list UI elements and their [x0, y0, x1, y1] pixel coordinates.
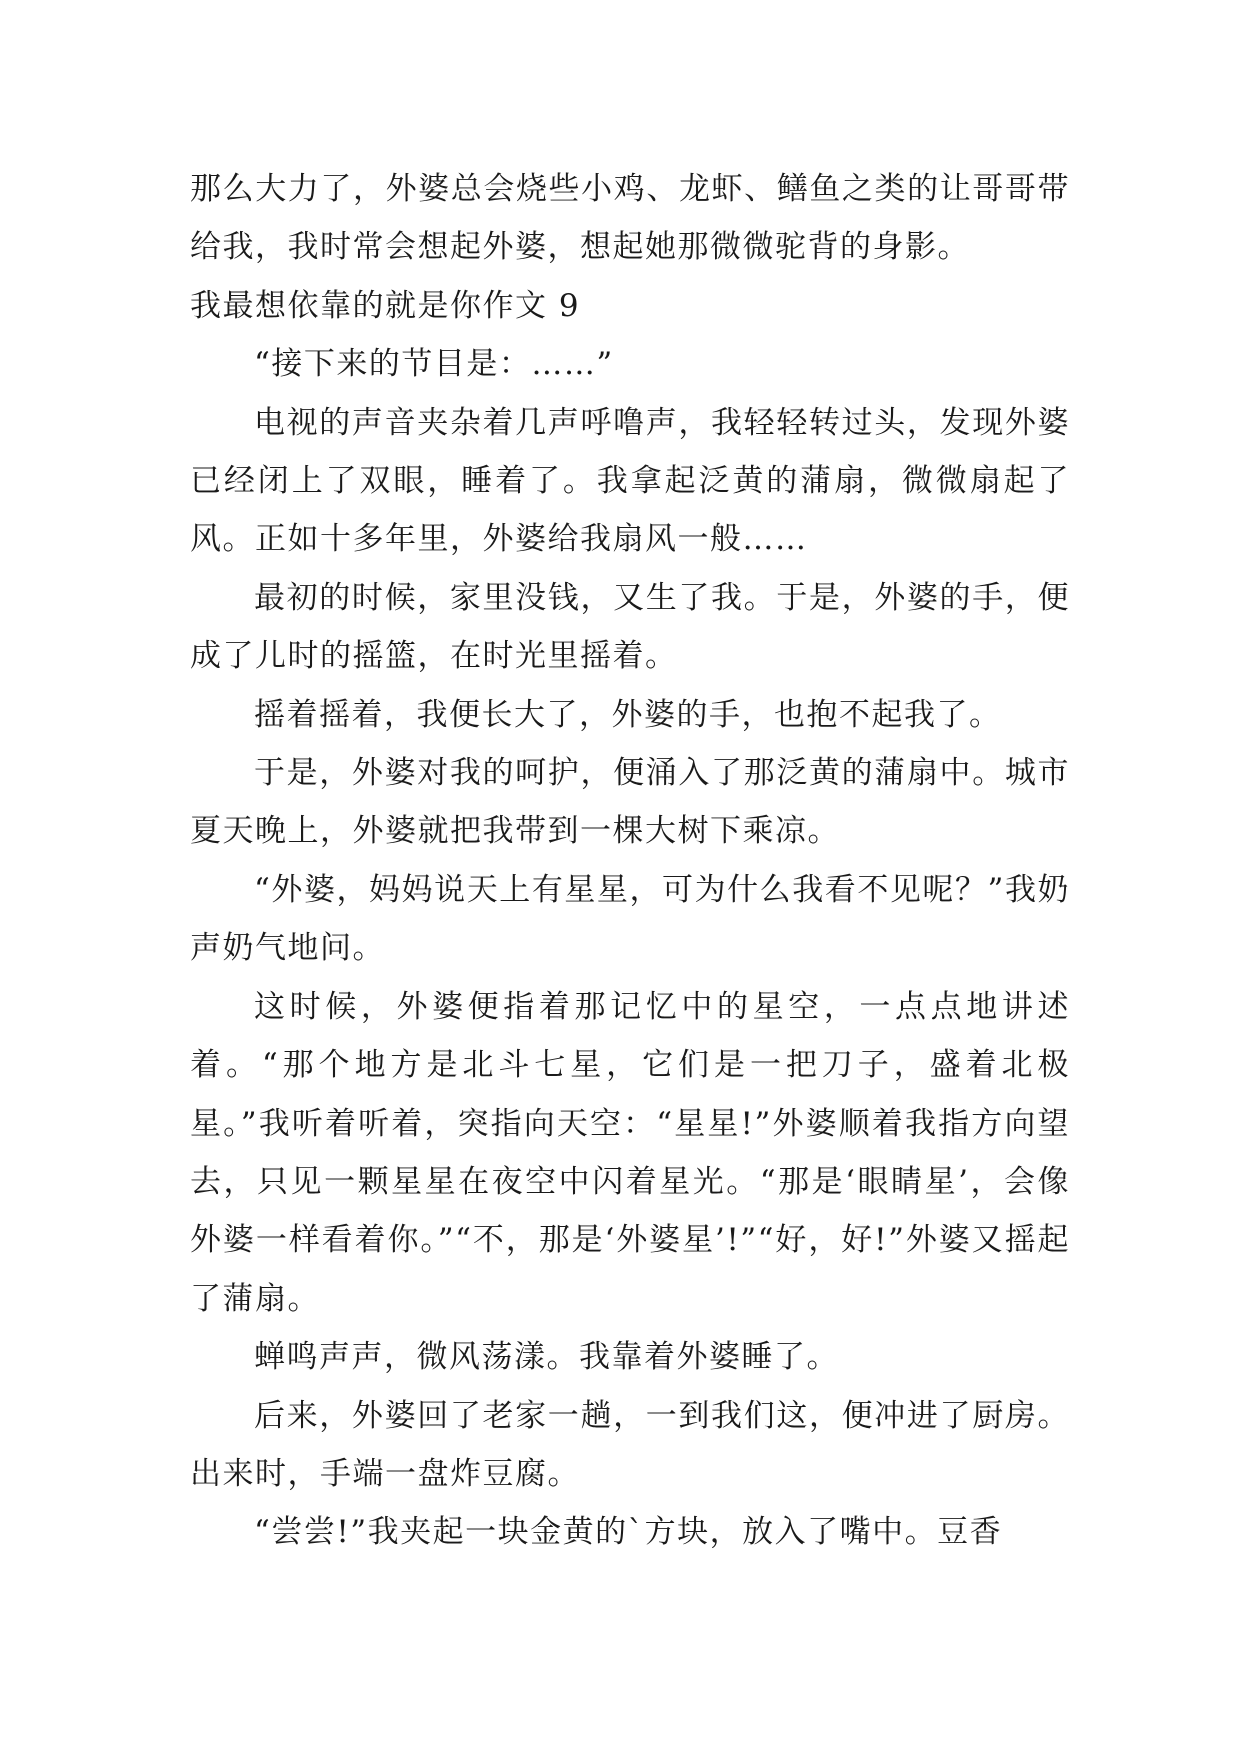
paragraph-continuation: 那么大力了，外婆总会烧些小鸡、龙虾、鳝鱼之类的让哥哥带给我，我时常会想起外婆，想起她那微微驼背的身影。 [190, 171, 1070, 266]
paragraph: “尝尝!”我夹起一块金黄的`方块，放入了嘴中。豆香 [254, 1514, 1003, 1551]
document-body [190, 160, 1070, 1562]
paragraph: 蝉鸣声声，微风荡漾。我靠着外婆睡了。 [254, 1339, 839, 1376]
paragraph: 后来，外婆回了老家一趟，一到我们这，便冲进了厨房。出来时，手端一盘炸豆腐。 [190, 1397, 1070, 1492]
paragraph: 这时候，外婆便指着那记忆中的星空，一点点地讲述着。“那个地方是北斗七星，它们是一把刀子，盛着北极星。”我听着听着，突指向天空：“星星!”外婆顺着我指方向望去，只见一颗星星在夜空中闪着星光。“那是‘眼睛星’，会像外婆一样看着你。”“不，那是‘外婆星’!”“好，好!”外婆又摇起了蒲扇。 [190, 988, 1070, 1317]
paragraph: “外婆，妈妈说天上有星星，可为什么我看不见呢？”我奶声奶气地问。 [190, 871, 1070, 967]
essay-title: 我最想依靠的就是你作文 9 [190, 287, 581, 324]
paragraph: 电视的声音夹杂着几声呼噜声，我轻轻转过头，发现外婆已经闭上了双眼，睡着了。我拿起泛黄的蒲扇，微微扇起了风。正如十多年里，外婆给我扇风一般…… [190, 404, 1070, 558]
paragraph: “接下来的节目是：……” [254, 346, 614, 383]
paragraph: 于是，外婆对我的呵护，便涌入了那泛黄的蒲扇中。城市夏天晚上，外婆就把我带到一棵大树下乘凉。 [190, 755, 1070, 850]
paragraph: 摇着摇着，我便长大了，外婆的手，也抱不起我了。 [254, 696, 1002, 733]
paragraph: 最初的时候，家里没钱，又生了我。于是，外婆的手，便成了儿时的摇篮，在时光里摇着。 [190, 579, 1070, 675]
